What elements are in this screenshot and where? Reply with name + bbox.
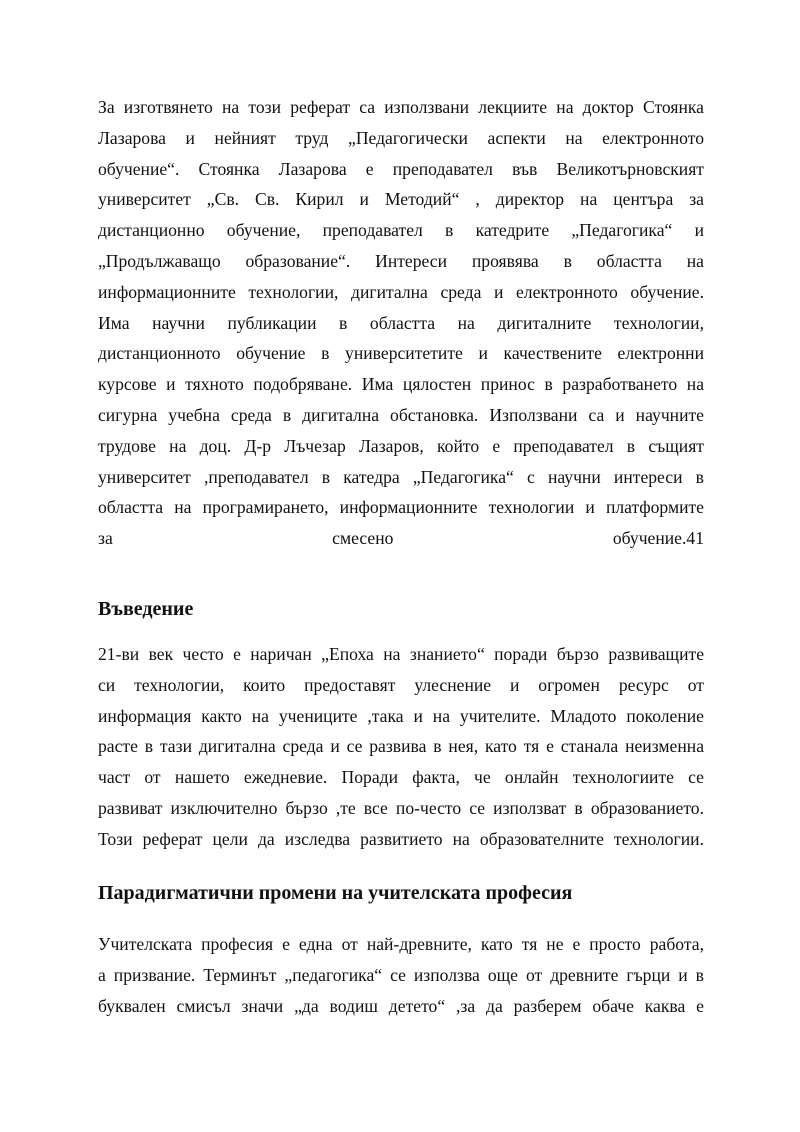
- text-line: Учителската професия е една от най-древните, като тя не е просто работа,: [98, 934, 704, 954]
- text-line: сигурна учебна среда в дигитална обстановка. Използвани са и научните: [98, 404, 704, 425]
- text-line: областта на програмирането, информационните технологии и платформите: [98, 497, 704, 518]
- text-line: За изготвянето на този реферат са използвани лекциите на доктор Стоянка: [98, 97, 704, 117]
- text-line: буквален смисъл значи „да водиш детето“ ,за да разберем обаче каква е: [98, 995, 704, 1016]
- text-line: „Продължаващо образование“. Интереси проявява в областта на: [98, 250, 704, 271]
- paragraph-paradigm: [98, 929, 704, 1021]
- text-line: университет „Св. Св. Кирил и Методий“ , директор на центъра за: [98, 189, 704, 210]
- text-line: 21-ви век често е наричан „Епоха на знанието“ поради бързо развиващите: [98, 644, 704, 664]
- text-line: а призвание. Терминът „педагогика“ се използва още от древните гърци и в: [98, 964, 704, 985]
- text-line: Има научни публикации в областта на дигиталните технологии,: [98, 312, 704, 333]
- text-line: дистанционно обучение, преподавател в катедрите „Педагогика“ и: [98, 220, 704, 241]
- text-line: обучение“. Стоянка Лазарова е преподавател във Великотърновският: [98, 158, 704, 179]
- text-line: информация както на учениците ,така и на учителите. Младото поколение: [98, 705, 704, 726]
- text-line: за смесено обучение.41: [98, 528, 704, 549]
- text-line: Този реферат цели да изследва развитието на образователните технологии.: [98, 828, 704, 849]
- text-line: дистанционното обучение в университетите и качествените електронни: [98, 343, 704, 364]
- text-line: университет ,преподавател в катедра „Педагогика“ с научни интереси в: [98, 466, 704, 487]
- text-line: трудове на доц. Д-р Лъчезар Лазаров, който е преподавател в същият: [98, 435, 704, 456]
- text-line: информационните технологии, дигитална среда и електронното обучение.: [98, 281, 704, 302]
- text-line: Лазарова и нейният труд „Педагогически аспекти на електронното: [98, 127, 704, 148]
- text-line: курсове и тяхното подобряване. Има цялостен принос в разработването на: [98, 374, 704, 395]
- text-line: развиват изключително бързо ,те все по-често се използват в образованието.: [98, 797, 704, 818]
- section-heading-paradigm: Парадигматични промени на учителската професия: [98, 882, 573, 904]
- text-line: част от нашето ежедневие. Поради факта, че онлайн технологиите се: [98, 767, 704, 788]
- text-line: си технологии, които предоставят улеснение и огромен ресурс от: [98, 674, 704, 695]
- paragraph-intro: [98, 639, 704, 855]
- text-line: расте в тази дигитална среда и се развива в нея, като тя е станала неизменна: [98, 736, 704, 757]
- paragraph-references: [98, 92, 704, 554]
- section-heading-intro: Въведение: [98, 598, 194, 620]
